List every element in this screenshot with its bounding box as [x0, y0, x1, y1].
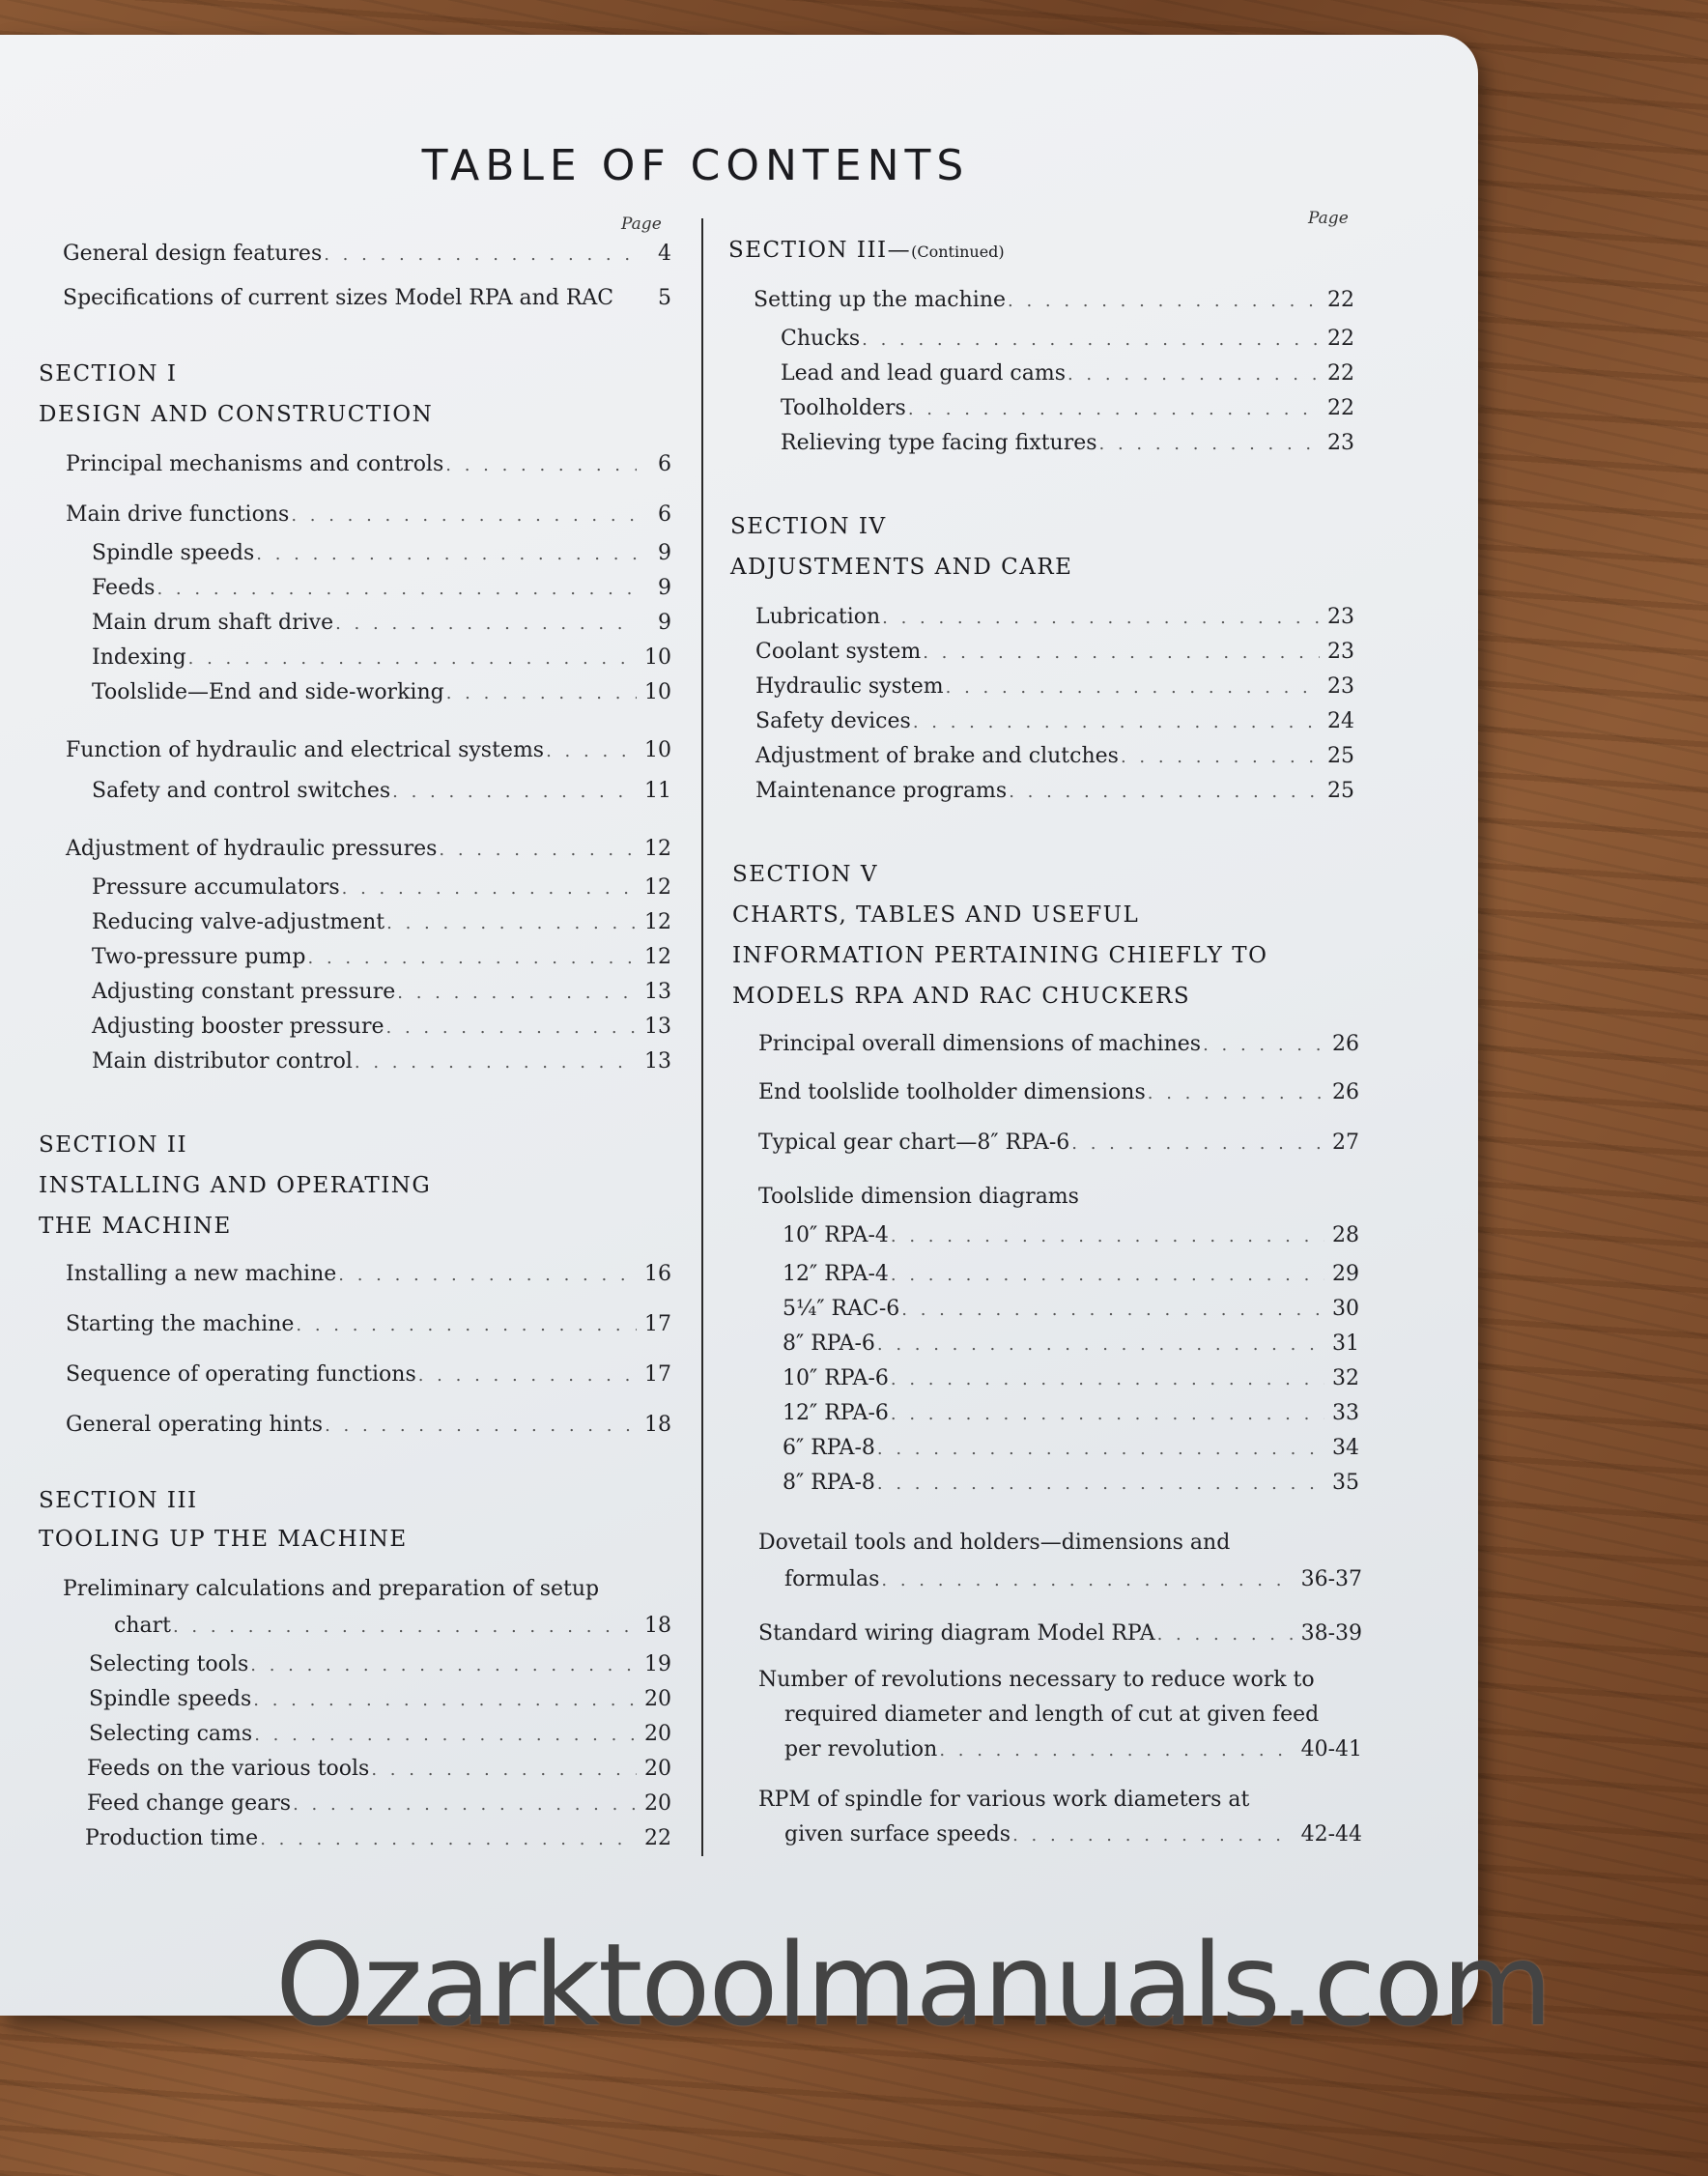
section-title: TOOLING UP THE MACHINE	[39, 1527, 408, 1552]
section-label: SECTION III	[39, 1488, 198, 1513]
toc-entry[interactable]: Sequence of operating functions . . . 17	[66, 1362, 671, 1387]
toc-entry[interactable]: Selecting cams . . . 20	[89, 1722, 671, 1746]
toc-entry[interactable]: formulas . . . 36-37	[784, 1567, 1362, 1591]
toc-entry-line[interactable]: Dovetail tools and holders—dimensions and	[758, 1531, 1231, 1555]
toc-entry[interactable]: Chucks . . . 22	[781, 327, 1354, 351]
toc-entry[interactable]: Typical gear chart—8″ RPA-6 . . . 27	[758, 1131, 1359, 1155]
toc-entry[interactable]: Adjustment of hydraulic pressures . . . 12	[66, 837, 671, 861]
toc-entry[interactable]: 8″ RPA-6 . . . 31	[783, 1331, 1359, 1356]
toc-entry[interactable]: Toolslide—End and side-working . . . 10	[92, 680, 671, 704]
toc-entry[interactable]: Starting the machine . . . 17	[66, 1312, 671, 1336]
section-label: SECTION V	[732, 862, 878, 887]
toc-entry-line[interactable]: RPM of spindle for various work diameters at	[758, 1788, 1250, 1812]
toc-entry[interactable]: Toolholders . . . 22	[781, 396, 1354, 420]
toc-entry[interactable]: Maintenance programs . . . 25	[755, 779, 1354, 803]
page-title: TABLE OF CONTENTS	[421, 141, 970, 190]
toc-entry[interactable]: Safety devices . . . 24	[755, 709, 1354, 733]
toc-entry[interactable]: given surface speeds . . . 42-44	[784, 1822, 1362, 1847]
toc-entry[interactable]: Safety and control switches . . . 11	[92, 779, 671, 803]
document-page	[0, 35, 1478, 2016]
toc-entry[interactable]: 12″ RPA-4 . . . 29	[783, 1262, 1359, 1286]
toc-entry[interactable]: Hydraulic system . . . 23	[755, 674, 1354, 699]
toc-entry[interactable]: 6″ RPA-8 . . . 34	[783, 1436, 1359, 1460]
toc-entry[interactable]: Coolant system . . . 23	[755, 640, 1354, 664]
section-label: SECTION I	[39, 361, 178, 387]
toc-entry[interactable]: End toolslide toolholder dimensions . . . 26	[758, 1080, 1359, 1104]
toc-entry[interactable]: Feeds on the various tools . . . 20	[87, 1757, 671, 1781]
toc-entry[interactable]: Adjustment of brake and clutches . . . 25	[755, 744, 1354, 768]
toc-entry[interactable]: Function of hydraulic and electrical systems . . . 10	[66, 738, 671, 762]
toc-entry[interactable]: Selecting tools . . . 19	[89, 1652, 671, 1676]
toc-entry[interactable]: Pressure accumulators . . . 12	[92, 875, 671, 900]
toc-entry[interactable]: Feeds . . . 9	[92, 576, 671, 600]
toc-entry[interactable]: General design features . . . 4	[63, 242, 671, 266]
toc-entry[interactable]: Lead and lead guard cams . . . 22	[781, 361, 1354, 386]
section-title: MODELS RPA AND RAC CHUCKERS	[732, 984, 1191, 1009]
toc-entry[interactable]: Two-pressure pump . . . 12	[92, 945, 671, 969]
section-label: SECTION IV	[730, 514, 887, 539]
toc-entry-line[interactable]: required diameter and length of cut at given feed	[784, 1703, 1320, 1727]
section-title: INSTALLING AND OPERATING	[39, 1173, 432, 1198]
watermark: Ozarktoolmanuals.com	[275, 1918, 1551, 2051]
column-divider	[701, 218, 703, 1856]
toc-entry[interactable]: Main drive functions . . . 6	[66, 502, 671, 527]
toc-entry[interactable]: Standard wiring diagram Model RPA . . . 38-39	[758, 1621, 1362, 1646]
toc-entry[interactable]: Specifications of current sizes Model RPA and RAC 5	[63, 286, 671, 310]
toc-entry-line[interactable]: Preliminary calculations and preparation of setup	[63, 1577, 600, 1601]
toc-entry[interactable]: Adjusting constant pressure . . . 13	[92, 980, 671, 1004]
toc-entry[interactable]: 10″ RPA-6 . . . 32	[783, 1366, 1359, 1390]
section-title: DESIGN AND CONSTRUCTION	[39, 402, 434, 427]
toc-entry[interactable]: Spindle speeds . . . 20	[89, 1687, 671, 1711]
section-title: CHARTS, TABLES AND USEFUL	[732, 902, 1140, 928]
toc-entry[interactable]: Feed change gears . . . 20	[87, 1791, 671, 1816]
toc-entry[interactable]: per revolution . . . 40-41	[784, 1737, 1362, 1761]
page-column-header: Page	[621, 215, 662, 234]
section-title: INFORMATION PERTAINING CHIEFLY TO	[732, 943, 1268, 968]
section-title: ADJUSTMENTS AND CARE	[730, 555, 1073, 580]
toc-entry[interactable]: Production time . . . 22	[85, 1826, 671, 1850]
toc-entry[interactable]: 10″ RPA-4 . . . 28	[783, 1223, 1359, 1247]
toc-entry[interactable]: Installing a new machine . . . 16	[66, 1262, 671, 1286]
toc-entry[interactable]: 12″ RPA-6 . . . 33	[783, 1401, 1359, 1425]
toc-subheading[interactable]: Toolslide dimension diagrams	[758, 1185, 1079, 1209]
toc-entry[interactable]: 5¼″ RAC-6 . . . 30	[783, 1297, 1359, 1321]
toc-entry[interactable]: General operating hints . . . 18	[66, 1413, 671, 1437]
toc-entry[interactable]: Principal overall dimensions of machines . . . 26	[758, 1032, 1359, 1056]
toc-entry[interactable]: Indexing . . . 10	[92, 645, 671, 670]
toc-entry[interactable]: Reducing valve-adjustment . . . 12	[92, 910, 671, 934]
toc-entry-line[interactable]: Number of revolutions necessary to reduce work to	[758, 1668, 1315, 1692]
toc-entry[interactable]: Relieving type facing fixtures . . . 23	[781, 431, 1354, 455]
section-title: THE MACHINE	[39, 1214, 232, 1239]
toc-entry[interactable]: Main distributor control . . . 13	[92, 1049, 671, 1074]
section-label: SECTION III—(Continued)	[728, 238, 1005, 263]
toc-entry[interactable]: Setting up the machine . . . 22	[754, 288, 1354, 312]
toc-entry[interactable]: Adjusting booster pressure . . . 13	[92, 1015, 671, 1039]
toc-entry[interactable]: Main drum shaft drive . . . 9	[92, 611, 671, 635]
toc-entry[interactable]: Spindle speeds . . . 9	[92, 541, 671, 565]
toc-entry[interactable]: Lubrication . . . 23	[755, 605, 1354, 629]
page-column-header: Page	[1308, 209, 1349, 228]
toc-entry[interactable]: chart . . . 18	[114, 1614, 671, 1638]
toc-entry[interactable]: Principal mechanisms and controls . . . 6	[66, 452, 671, 476]
section-label: SECTION II	[39, 1132, 188, 1158]
toc-entry[interactable]: 8″ RPA-8 . . . 35	[783, 1471, 1359, 1495]
